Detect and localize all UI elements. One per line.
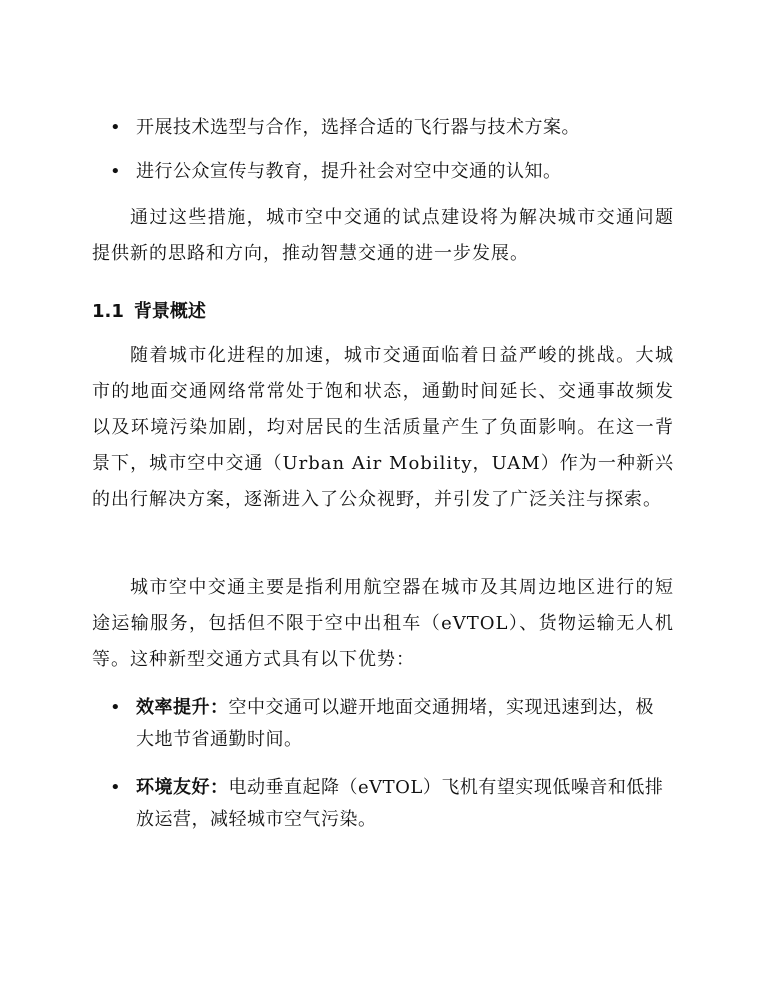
list-item-text: 开展技术选型与合作，选择合适的飞行器与技术方案。	[136, 117, 580, 138]
list-item-text: 进行公众宣传与教育，提升社会对空中交通的认知。	[136, 161, 562, 182]
list-item-advantage	[110, 692, 655, 756]
advantage-term: 效率提升：	[136, 697, 229, 718]
paragraph-definition: 城市空中交通主要是指利用航空器在城市及其周边地区进行的短途运输服务，包括但不限于空中出租车（eVTOL）、货物运输无人机等。这种新型交通方式具有以下优势：	[92, 577, 674, 670]
advantage-term: 环境友好：	[136, 777, 229, 798]
advantage-text: 电动垂直起降（eVTOL）飞机有望实现低噪音和低排放运营，减轻城市空气污染。	[136, 777, 664, 830]
bullet-icon: •	[110, 777, 122, 798]
advantage-text: 空中交通可以避开地面交通拥堵，实现迅速到达，极大地节省通勤时间。	[136, 697, 654, 750]
paragraph-background: 随着城市化进程的加速，城市交通面临着日益严峻的挑战。大城市的地面交通网络常常处于饱和状态，通勤时间延长、交通事故频发以及环境污染加剧，均对居民的生活质量产生了负面影响。在这一背景下，城市空中交通（Urban Air Mobility，UAM）作为一种新兴的出行解决方案，逐渐进入了公众视野，并引发了广泛关注与探索。	[92, 345, 674, 510]
list-item	[110, 112, 670, 144]
list-item	[110, 156, 670, 188]
paragraph-intro: 通过这些措施，城市空中交通的试点建设将为解决城市交通问题提供新的思路和方向，推动智慧交通的进一步发展。	[92, 207, 674, 264]
section-number: 1.1	[92, 301, 124, 322]
section-title: 背景概述	[133, 301, 206, 322]
list-item-advantage	[110, 772, 670, 836]
bullet-icon: •	[110, 117, 122, 138]
bullet-icon: •	[110, 697, 122, 718]
section-heading	[92, 300, 206, 324]
bullet-icon: •	[110, 161, 122, 182]
